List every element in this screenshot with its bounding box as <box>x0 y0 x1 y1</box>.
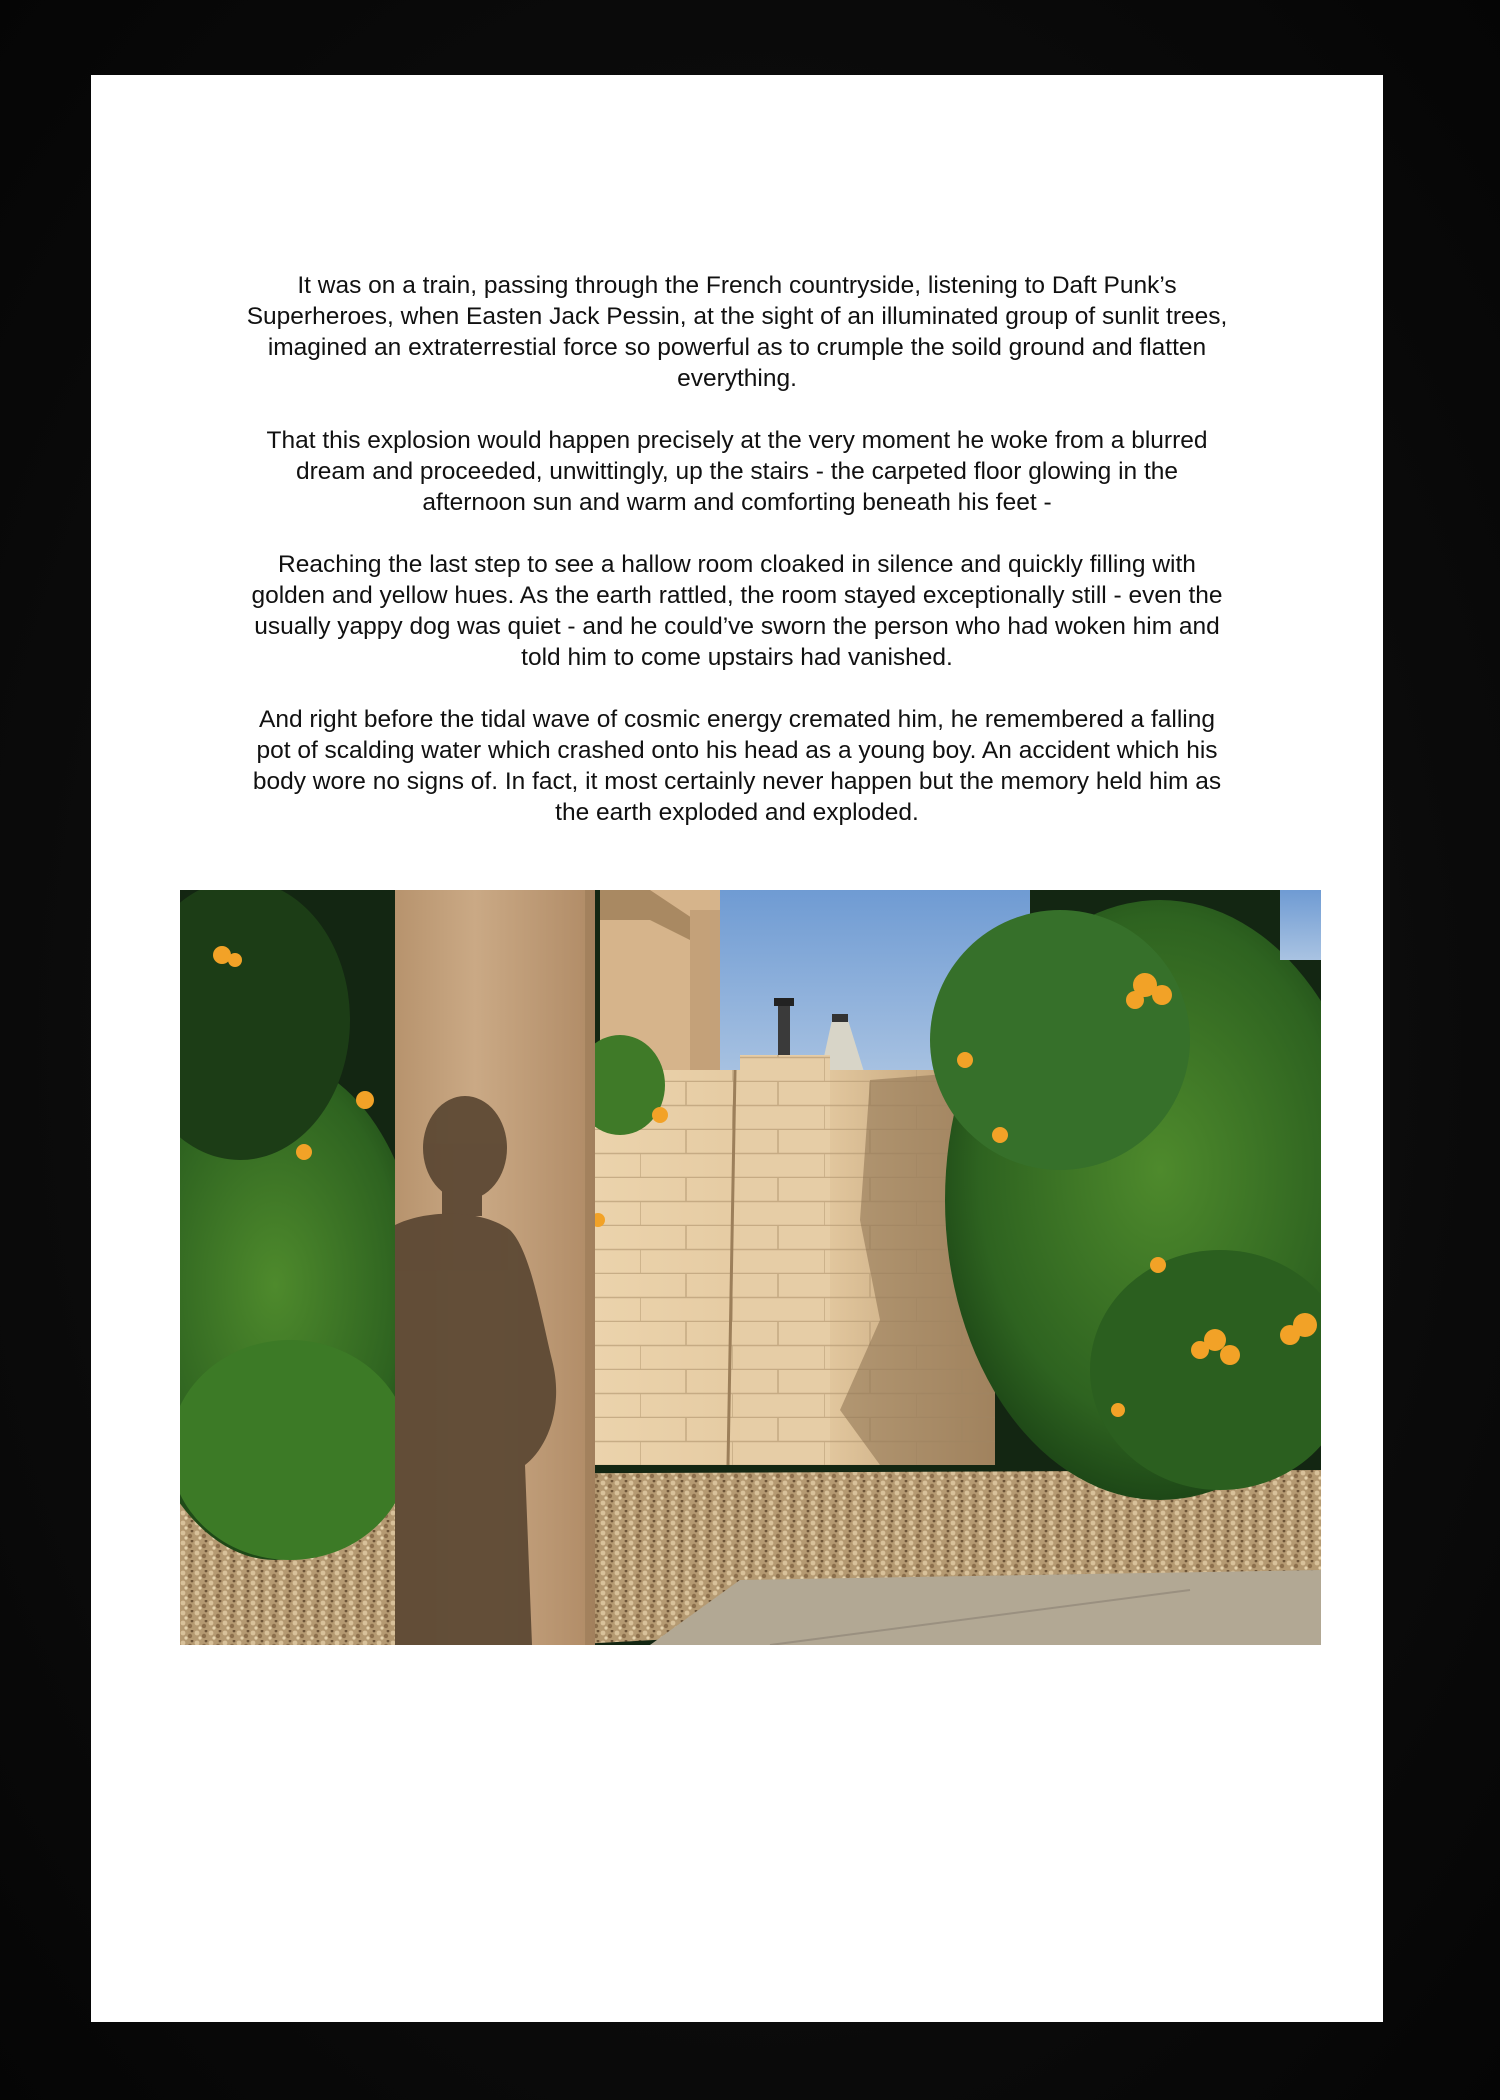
photo-illustration <box>180 890 1321 1645</box>
right-tree-top <box>930 910 1190 1170</box>
paragraph-3: Reaching the last step to see a hallow room cloaked in silence and quickly filling with golden and yellow hues. As the earth rattled, the room stayed exceptionally still - even the usually yappy dog was quiet - and he could’ve sworn the person who had woken him and told him to come upstairs had vanished. <box>251 551 1223 671</box>
house-corner <box>690 910 720 1075</box>
paragraph-4: And right before the tidal wave of cosmic energy cremated him, he remembered a falling pot of scalding water which crashed onto his head as a young boy. An accident which his body wore no signs of. In fact, it most certainly never happen but the memory held him as the earth exploded and exploded. <box>252 706 1222 826</box>
wall-pillar-blocks <box>740 1055 830 1465</box>
paragraph-1: It was on a train, passing through the French countryside, listening to Daft Punk’s Superheroes, when Easten Jack Pessin, at the sight of an illuminated group of sunlit trees, imagined an extraterrestial force so powerful as to crumple the soild ground and flatten everything. <box>246 272 1228 392</box>
sky-right <box>1280 890 1321 960</box>
left-bush-lower <box>180 1340 410 1560</box>
shadow-photograph <box>180 890 1321 1645</box>
umbrella-top <box>832 1014 848 1022</box>
paragraph-2: That this explosion would happen precisely at the very moment he woke from a blurred dream and proceeded, unwittingly, up the stairs - the carpeted floor glowing in the afternoon sun and warm and comforting beneath his feet - <box>266 427 1208 516</box>
chimney-cap <box>774 998 794 1006</box>
story-text <box>241 270 1233 859</box>
document-page <box>91 75 1383 2022</box>
pillar-edge <box>585 890 595 1645</box>
sidewalk <box>650 1570 1321 1645</box>
